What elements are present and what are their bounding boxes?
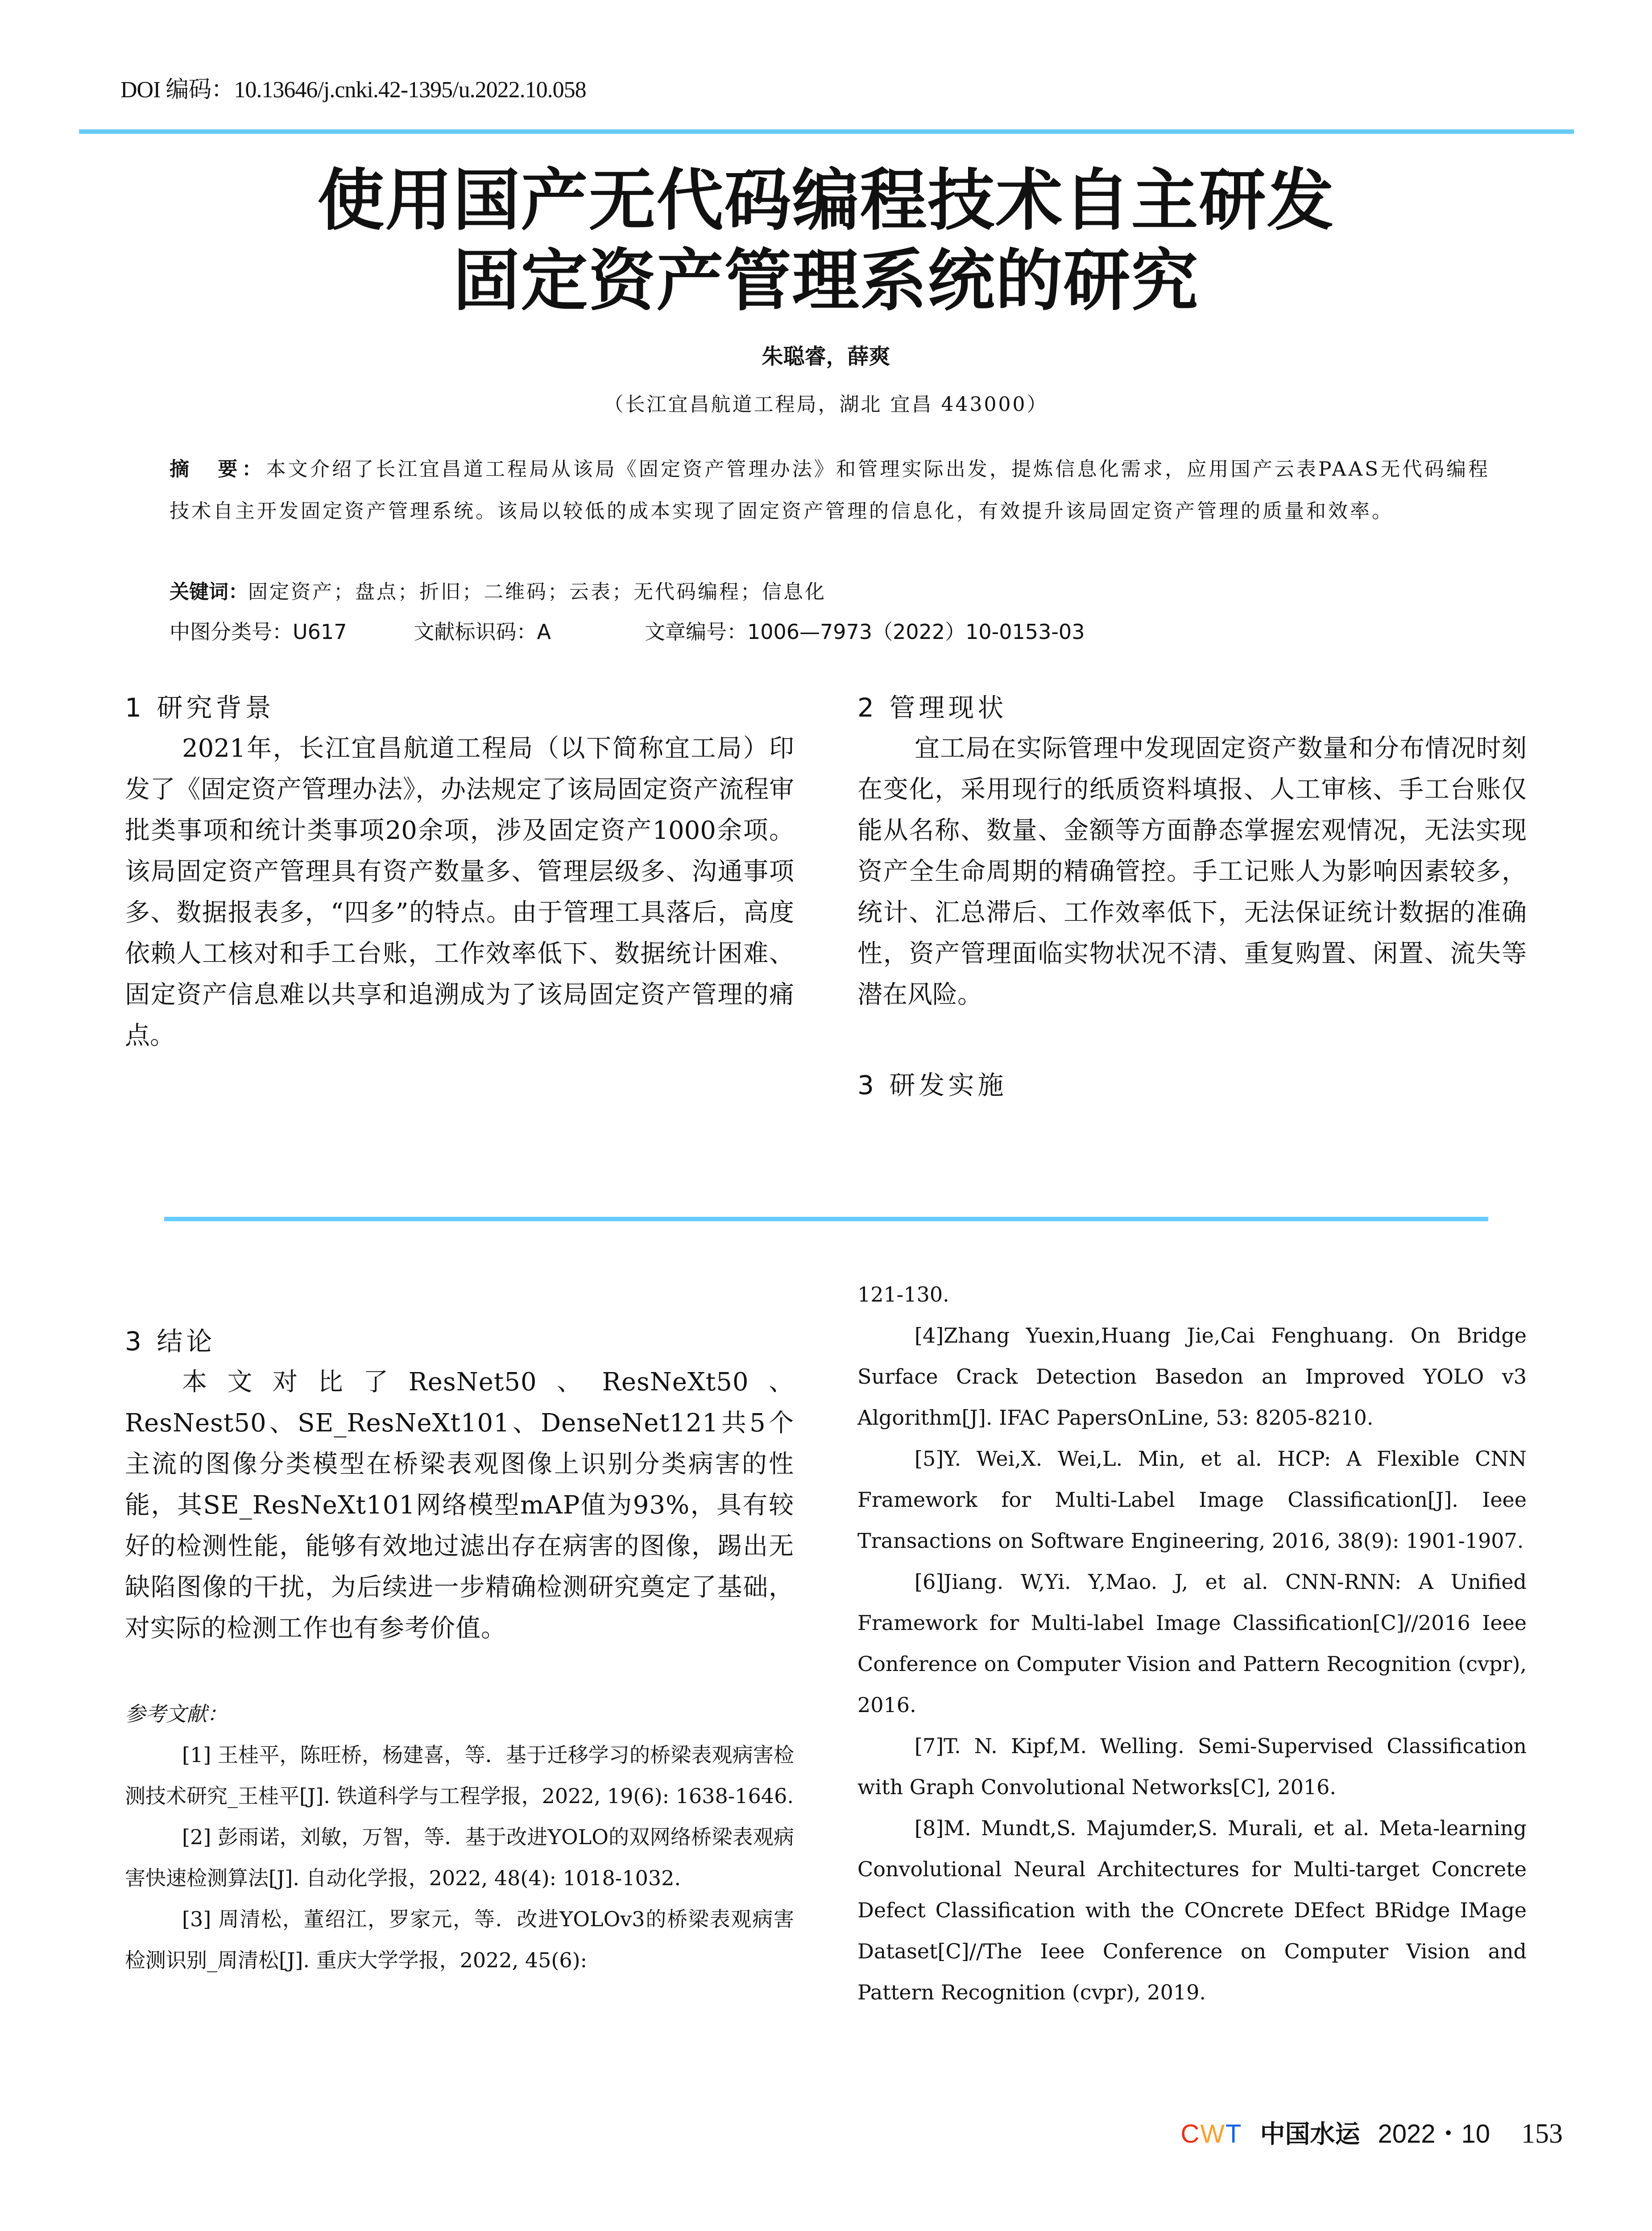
abstract-label: 摘 要： — [170, 458, 266, 481]
article-number: 文章编号：1006—7973（2022）10-0153-03 — [644, 620, 1085, 644]
keywords-text: 固定资产；盘点；折旧；二维码；云表；无代码编程；信息化 — [248, 581, 826, 603]
authors: 朱聪睿，薛爽 — [762, 344, 890, 369]
references-right — [857, 1274, 1527, 2013]
conclusion-heading: 3 结论 — [125, 1326, 216, 1356]
reference-item: [3] 周清松，董绍江，罗家元，等．改进YOLOv3的桥梁表观病害检测识别_周清松[J]. 重庆大学学报，2022, 45(6): — [125, 1907, 794, 1972]
section-heading: 1 研究背景 — [125, 693, 275, 723]
references-heading: 参考文献： — [125, 1702, 228, 1726]
reference-item: [2] 彭雨诺，刘敏，万智，等．基于改进YOLO的双网络桥梁表观病害快速检测算法[J]. 自动化学报，2022, 48(4): 1018-1032. — [125, 1825, 794, 1890]
logo-letter-w: W — [1200, 2119, 1226, 2148]
section-heading: 3 研发实施 — [857, 1070, 1007, 1100]
section-paragraph: 2021年，长江宜昌航道工程局（以下简称宜工局）印发了《固定资产管理办法》，办法规定了该局固定资产流程审批类事项和统计类事项20余项，涉及固定资产1000余项。该局固定资产管理具有资产数量多、管理层级多、沟通事项多、数据报表多，“四多”的特点。由于管理工具落后，高度依赖人工核对和手工台账，工作效率低下、数据统计困难、固定资产信息难以共享和追溯成为了该局固定资产管理的痛点。 — [125, 734, 794, 1050]
reference-item: [8]M. Mundt,S. Majumder,S. Murali, et al. Meta-learning Convolutional Neural Architectures for Multi-target Concrete Defect Classification with the COncrete DEfect BRidge IMage Dataset[C]//The Ieee Conference on Computer Vision and Pattern Recognition (cvpr), 2019. — [857, 1816, 1527, 2004]
section-paragraph: 宜工局在实际管理中发现固定资产数量和分布情况时刻在变化，采用现行的纸质资料填报、人工审核、手工台账仅能从名称、数量、金额等方面静态掌握宏观情况，无法实现资产全生命周期的精确管控。手工记账人为影响因素较多，统计、汇总滞后、工作效率低下，无法保证统计数据的准确性，资产管理面临实物状况不清、重复购置、闲置、流失等潜在风险。 — [857, 734, 1527, 1009]
reference-item: [1] 王桂平，陈旺桥，杨建喜，等．基于迁移学习的桥梁表观病害检测技术研究_王桂平[J]. 铁道科学与工程学报，2022, 19(6): 1638-1646. — [125, 1743, 794, 1808]
middle-divider — [164, 1217, 1488, 1221]
reference-item: [6]Jiang. W,Yi. Y,Mao. J, et al. CNN-RNN: A Unified Framework for Multi-label Image Classification[C]//2016 Ieee Conference on Computer Vision and Pattern Recognition (cvpr), 2016. — [857, 1570, 1527, 1717]
page-number: 153 — [1521, 2119, 1563, 2149]
issue-number: 2022・10 — [1378, 2119, 1490, 2148]
top-divider — [79, 129, 1574, 134]
keywords — [170, 576, 826, 604]
abstract — [170, 448, 1490, 532]
reference-item: [4]Zhang Yuexin,Huang Jie,Cai Fenghuang. On Bridge Surface Crack Detection Basedon an Improved YOLO v3 Algorithm[J]. IFAC PapersOnLine, 53: 8205-8210. — [857, 1323, 1527, 1430]
cwt-logo — [1180, 2119, 1242, 2149]
journal-name: 中国水运 — [1260, 2119, 1360, 2149]
classification-line — [170, 616, 1151, 645]
left-column-lower — [125, 1321, 794, 1649]
doi-line: DOI 编码：10.13646/j.cnki.42-1395/u.2022.10.058 — [120, 77, 586, 103]
keywords-label: 关键词： — [170, 581, 248, 603]
document-code: 文献标识码：A — [414, 620, 551, 644]
left-column-upper — [125, 687, 794, 1057]
article-title-line-2: 固定资产管理系统的研究 — [453, 242, 1199, 320]
conclusion-paragraph: 本文对比了ResNet50、ResNeXt50、ResNest50、SE_ResNeXt101、DenseNet121共5个主流的图像分类模型在桥梁表观图像上识别分类病害的性能，其SE_ResNeXt101网络模型mAP值为93%，具有较好的检测性能，能够有效地过滤出存在病害的图像，踢出无缺陷图像的干扰，为后续进一步精确检测研究奠定了基础，对实际的检测工作也有参考价值。 — [125, 1368, 794, 1643]
right-column-upper — [857, 687, 1527, 1106]
affiliation: （长江宜昌航道工程局，湖北 宜昌 443000） — [604, 393, 1048, 416]
logo-letter-t: T — [1226, 2119, 1242, 2148]
page-footer — [1180, 2113, 1563, 2150]
clc-number: 中图分类号：U617 — [170, 620, 347, 644]
reference-item: [7]T. N. Kipf,M. Welling. Semi-Supervised Classification with Graph Convolutional Networks[C], 2016. — [857, 1734, 1527, 1799]
reference-item: [5]Y. Wei,X. Wei,L. Min, et al. HCP: A Flexible CNN Framework for Multi-Label Image Classification[J]. Ieee Transactions on Software Engineering, 2016, 38(9): 1901-1907. — [857, 1447, 1527, 1553]
article-title-line-1: 使用国产无代码编程技术自主研发 — [317, 162, 1335, 240]
references-left — [125, 1693, 794, 1981]
logo-letter-c: C — [1180, 2119, 1201, 2148]
section-heading: 2 管理现状 — [857, 693, 1007, 723]
abstract-text: 本文介绍了长江宜昌道工程局从该局《固定资产管理办法》和管理实际出发，提炼信息化需求，应用国产云表PAAS无代码编程技术自主开发固定资产管理系统。该局以较低的成本实现了固定资产管理的信息化，有效提升该局固定资产管理的质量和效率。 — [170, 458, 1490, 523]
reference-continuation: 121-130. — [857, 1282, 949, 1306]
